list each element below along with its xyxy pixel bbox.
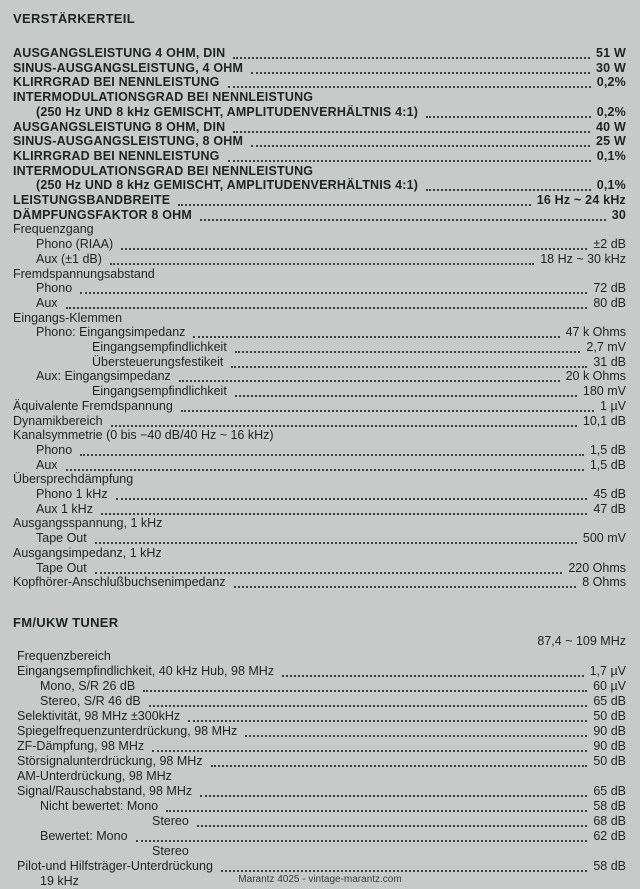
amplifier-section-title: VERSTÄRKERTEIL bbox=[13, 11, 135, 26]
dotted-leader bbox=[221, 859, 587, 872]
spec-row bbox=[92, 384, 626, 399]
dotted-leader bbox=[211, 754, 587, 767]
tuner-section-title: FM/UKW TUNER bbox=[13, 615, 119, 630]
spec-value: 40 W bbox=[596, 119, 626, 134]
spec-row bbox=[92, 355, 626, 370]
spec-label: Kanalsymmetrie (0 bis −40 dB/40 Hz ~ 16 kHz) bbox=[13, 428, 274, 443]
dotted-leader bbox=[152, 739, 587, 752]
dotted-leader bbox=[426, 105, 591, 118]
spec-value: 16 Hz ~ 24 kHz bbox=[536, 193, 626, 207]
spec-label: Mono, S/R 26 dB bbox=[40, 679, 136, 693]
spec-value: 1,7 µV bbox=[589, 664, 626, 678]
spec-value: 90 dB bbox=[593, 739, 626, 753]
spec-value: 0,2% bbox=[596, 75, 626, 90]
spec-label: Äquivalente Fremdspannung bbox=[13, 398, 173, 413]
spec-row bbox=[92, 340, 626, 355]
spec-label: AUSGANGSLEISTUNG 4 OHM, DIN bbox=[13, 46, 226, 60]
spec-value: ±2 dB bbox=[593, 237, 626, 252]
spec-row bbox=[36, 531, 626, 546]
spec-row bbox=[13, 516, 626, 531]
spec-label: KLIRRGRAD BEI NENNLEISTUNG bbox=[13, 75, 220, 90]
spec-value: 72 dB bbox=[593, 281, 626, 296]
dotted-leader bbox=[95, 531, 577, 544]
dotted-leader bbox=[231, 355, 587, 368]
spec-label: Pilot-und Hilfsträger-Unterdrückung bbox=[17, 859, 213, 873]
spec-label: Phono 1 kHz bbox=[36, 487, 108, 501]
spec-label: Übersteuerungsfestikeit bbox=[92, 354, 224, 369]
spec-label: Tape Out bbox=[36, 531, 87, 546]
spec-row bbox=[13, 399, 626, 414]
dotted-leader bbox=[251, 61, 590, 74]
spec-label: Nicht bewertet: Mono bbox=[40, 799, 159, 813]
spec-value: 0,1% bbox=[596, 178, 626, 193]
spec-row bbox=[36, 105, 626, 120]
spec-row bbox=[13, 414, 626, 429]
spec-row bbox=[17, 859, 626, 874]
dotted-leader bbox=[80, 443, 584, 456]
dotted-leader bbox=[235, 384, 577, 397]
spec-value: 0,2% bbox=[596, 104, 626, 119]
dotted-leader bbox=[234, 575, 576, 588]
spec-label: Tape Out bbox=[36, 560, 87, 575]
spec-value: 10,1 dB bbox=[582, 413, 626, 428]
dotted-leader bbox=[166, 799, 587, 812]
dotted-leader bbox=[181, 399, 594, 412]
spec-value: 18 Hz ~ 30 kHz bbox=[540, 251, 626, 266]
dotted-leader bbox=[193, 325, 560, 338]
spec-value: 30 W bbox=[596, 60, 626, 75]
spec-row bbox=[13, 311, 626, 326]
spec-row bbox=[152, 844, 626, 859]
spec-label: KLIRRGRAD BEI NENNLEISTUNG bbox=[13, 148, 220, 163]
spec-label: INTERMODULATIONSGRAD BEI NENNLEISTUNG bbox=[13, 90, 314, 105]
spec-row bbox=[13, 472, 626, 487]
dotted-leader bbox=[149, 694, 587, 707]
spec-row bbox=[40, 829, 626, 844]
dotted-leader bbox=[228, 75, 591, 88]
spec-value: 25 W bbox=[596, 134, 626, 149]
spec-value: 31 dB bbox=[593, 354, 626, 369]
spec-row bbox=[36, 281, 626, 296]
spec-label: Aux 1 kHz bbox=[36, 501, 93, 516]
spec-label: Ausgangsspannung, 1 kHz bbox=[13, 516, 163, 531]
spec-label: Frequenzgang bbox=[13, 222, 94, 237]
dotted-leader bbox=[179, 369, 560, 382]
spec-value: 68 dB bbox=[593, 814, 626, 828]
spec-row bbox=[152, 814, 626, 829]
dotted-leader bbox=[116, 487, 587, 500]
spec-row bbox=[17, 784, 626, 799]
dotted-leader bbox=[282, 664, 584, 677]
spec-label: (250 Hz UND 8 kHz GEMISCHT, AMPLITUDENVERHÄLTNIS 4:1) bbox=[36, 178, 419, 193]
spec-row bbox=[13, 428, 626, 443]
spec-value: 0,1% bbox=[596, 148, 626, 163]
spec-label: Aux: Eingangsimpedanz bbox=[36, 369, 171, 384]
spec-label: (250 Hz UND 8 kHz GEMISCHT, AMPLITUDENVERHÄLTNIS 4:1) bbox=[36, 104, 419, 119]
spec-row bbox=[17, 769, 626, 784]
dotted-leader bbox=[426, 178, 591, 191]
dotted-leader bbox=[95, 561, 562, 574]
dotted-leader bbox=[66, 296, 587, 309]
spec-value: 180 mV bbox=[582, 384, 626, 399]
spec-value: 500 mV bbox=[582, 531, 626, 546]
spec-row bbox=[17, 634, 626, 649]
spec-row bbox=[36, 296, 626, 311]
spec-label: Aux bbox=[36, 295, 58, 310]
spec-label: Eingangsempfindlichkeit bbox=[92, 384, 227, 399]
spec-row bbox=[36, 369, 626, 384]
spec-label: Phono bbox=[36, 281, 73, 296]
spec-value: 50 dB bbox=[593, 754, 626, 768]
spec-row bbox=[13, 546, 626, 561]
dotted-leader bbox=[136, 829, 587, 842]
spec-row bbox=[36, 502, 626, 517]
spec-label: Spiegelfrequenzunterdrückung, 98 MHz bbox=[17, 724, 238, 738]
spec-label: AUSGANGSLEISTUNG 8 OHM, DIN bbox=[13, 119, 226, 134]
spec-value: 47 k Ohms bbox=[565, 325, 626, 340]
spec-row bbox=[17, 739, 626, 754]
spec-label: Stereo bbox=[152, 814, 189, 828]
spec-row bbox=[40, 694, 626, 709]
footer-credit: Marantz 4025 - vintage-marantz.com bbox=[238, 874, 402, 885]
spec-row bbox=[36, 561, 626, 576]
dotted-leader bbox=[233, 46, 590, 59]
spec-label: Fremdspannungsabstand bbox=[13, 266, 155, 281]
dotted-leader bbox=[143, 679, 587, 692]
dotted-leader bbox=[200, 208, 606, 221]
spec-label: Ausgangsimpedanz, 1 kHz bbox=[13, 545, 162, 560]
spec-label: Phono bbox=[36, 442, 73, 457]
dotted-leader bbox=[233, 120, 590, 133]
spec-value: 51 W bbox=[596, 46, 626, 60]
spec-row bbox=[40, 799, 626, 814]
spec-value: 1,5 dB bbox=[589, 457, 626, 472]
spec-value: 65 dB bbox=[593, 694, 626, 708]
spec-row bbox=[13, 575, 626, 590]
spec-row bbox=[17, 664, 626, 679]
spec-label: Phono (RIAA) bbox=[36, 237, 114, 252]
dotted-leader bbox=[228, 149, 591, 162]
spec-row bbox=[13, 46, 626, 61]
spec-row bbox=[36, 325, 626, 340]
spec-row bbox=[36, 252, 626, 267]
spec-value: 58 dB bbox=[593, 799, 626, 813]
spec-label: DÄMPFUNGSFAKTOR 8 OHM bbox=[13, 207, 192, 222]
spec-row bbox=[13, 61, 626, 76]
spec-label: Eingangsempfindlichkeit bbox=[92, 340, 227, 354]
spec-row bbox=[13, 90, 626, 105]
spec-value: 50 dB bbox=[593, 709, 626, 723]
spec-row bbox=[36, 458, 626, 473]
spec-value: 220 Ohms bbox=[568, 560, 626, 575]
spec-label: Eingangs-Klemmen bbox=[13, 310, 123, 325]
spec-value: 62 dB bbox=[593, 829, 626, 843]
spec-row bbox=[17, 649, 626, 664]
spec-label: Aux bbox=[36, 457, 58, 472]
spec-value: 90 dB bbox=[593, 724, 626, 738]
spec-row bbox=[13, 120, 626, 135]
spec-label: Stereo, S/R 46 dB bbox=[40, 694, 141, 708]
spec-value: 45 dB bbox=[593, 487, 626, 501]
spec-row bbox=[13, 208, 626, 223]
spec-label: Signal/Rauschabstand, 98 MHz bbox=[17, 784, 193, 798]
dotted-leader bbox=[111, 414, 577, 427]
spec-label: SINUS-AUSGANGSLEISTUNG, 4 OHM bbox=[13, 60, 244, 75]
dotted-leader bbox=[188, 709, 587, 722]
spec-value: 1 µV bbox=[600, 398, 626, 413]
dotted-leader bbox=[178, 193, 531, 206]
spec-row bbox=[17, 724, 626, 739]
dotted-leader bbox=[110, 252, 534, 265]
spec-label: Phono: Eingangsimpedanz bbox=[36, 325, 186, 340]
spec-label: ZF-Dämpfung, 98 MHz bbox=[17, 739, 145, 753]
spec-label: Eingangsempfindlichkeit, 40 kHz Hub, 98 MHz bbox=[17, 664, 275, 678]
spec-row bbox=[36, 237, 626, 252]
spec-label: 19 kHz bbox=[40, 874, 79, 888]
spec-label: Aux (±1 dB) bbox=[36, 251, 102, 266]
spec-label: Selektivität, 98 MHz ±300kHz bbox=[17, 709, 181, 723]
spec-row bbox=[36, 178, 626, 193]
spec-label: AM-Unterdrückung, 98 MHz bbox=[17, 769, 172, 783]
spec-row bbox=[17, 709, 626, 724]
spec-row bbox=[13, 149, 626, 164]
dotted-leader bbox=[80, 281, 587, 294]
spec-value: 30 bbox=[611, 207, 626, 222]
spec-value: 58 dB bbox=[593, 859, 626, 873]
spec-label: SINUS-AUSGANGSLEISTUNG, 8 OHM bbox=[13, 134, 244, 149]
spec-label: Frequenzbereich bbox=[17, 649, 111, 663]
spec-row bbox=[13, 267, 626, 282]
spec-value: 80 dB bbox=[593, 295, 626, 310]
spec-row bbox=[36, 443, 626, 458]
spec-value: 47 dB bbox=[593, 501, 626, 516]
dotted-leader bbox=[200, 784, 587, 797]
spec-row bbox=[40, 679, 626, 694]
dotted-leader bbox=[121, 237, 587, 250]
dotted-leader bbox=[101, 502, 587, 515]
spec-value: 2,7 mV bbox=[586, 340, 626, 354]
spec-value: 87,4 ~ 109 MHz bbox=[537, 634, 626, 648]
dotted-leader bbox=[66, 458, 584, 471]
dotted-leader bbox=[245, 724, 587, 737]
spec-row bbox=[36, 487, 626, 502]
dotted-leader bbox=[197, 814, 587, 827]
spec-value: 1,5 dB bbox=[589, 442, 626, 457]
spec-label: LEISTUNGSBANDBREITE bbox=[13, 193, 171, 207]
spec-value: 8 Ohms bbox=[582, 575, 626, 590]
spec-row bbox=[17, 754, 626, 769]
dotted-leader bbox=[251, 134, 590, 147]
spec-row bbox=[13, 164, 626, 179]
spec-label: Übersprechdämpfung bbox=[13, 472, 134, 487]
spec-row bbox=[13, 134, 626, 149]
spec-label: INTERMODULATIONSGRAD BEI NENNLEISTUNG bbox=[13, 163, 314, 178]
spec-value: 60 µV bbox=[593, 679, 626, 693]
spec-label: Stereo bbox=[152, 844, 189, 858]
spec-row bbox=[13, 75, 626, 90]
spec-label: Kopfhörer-Anschlußbuchsenimpedanz bbox=[13, 575, 226, 590]
dotted-leader bbox=[235, 340, 580, 353]
spec-label: Störsignalunterdrückung, 98 MHz bbox=[17, 754, 203, 768]
spec-row bbox=[13, 222, 626, 237]
spec-value: 65 dB bbox=[593, 784, 626, 798]
spec-label: Dynamikbereich bbox=[13, 413, 103, 428]
spec-label: Bewertet: Mono bbox=[40, 829, 128, 843]
spec-row bbox=[13, 193, 626, 208]
spec-value: 20 k Ohms bbox=[565, 369, 626, 384]
